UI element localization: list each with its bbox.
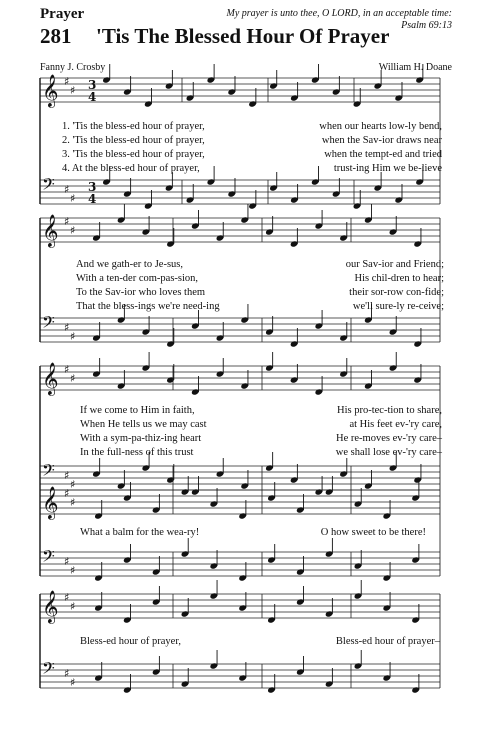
key-signature-sharp-icon: ♯ xyxy=(70,564,76,577)
key-signature-sharp-icon: ♯ xyxy=(64,667,70,680)
lyric-phrase: at His feet ev-'ry care, xyxy=(349,419,442,430)
composer-credit: William H. Doane xyxy=(378,62,452,73)
key-signature-sharp-icon: ♯ xyxy=(70,84,76,97)
lyric-line xyxy=(76,301,444,312)
key-signature-sharp-icon: ♯ xyxy=(64,75,70,88)
key-signature-sharp-icon: ♯ xyxy=(70,372,76,385)
lyric-line xyxy=(80,405,442,416)
lyric-phrase: when the tempt-ed and tried xyxy=(324,149,442,160)
lyric-phrase: When He tells us we may cast xyxy=(80,419,207,430)
treble-clef-icon: 𝄞 xyxy=(42,362,59,395)
hymn-category: Prayer xyxy=(40,6,85,22)
time-signature-icon: 3 xyxy=(88,180,97,194)
lyric-phrase: when the Sav-ior draws near xyxy=(321,135,442,146)
time-signature-icon: 4 xyxy=(88,90,97,104)
hymn-title: 'Tis The Blessed Hour Of Prayer xyxy=(96,24,390,48)
key-signature-sharp-icon: ♯ xyxy=(70,676,76,689)
bass-clef-icon: 𝄢 xyxy=(42,546,55,570)
lyric-line xyxy=(62,135,442,146)
lyric-phrase: In the full-ness of this trust xyxy=(80,447,194,458)
lyric-phrase: 4. At the bless-ed hour of prayer, xyxy=(62,163,200,174)
lyric-line xyxy=(76,287,444,298)
treble-clef-icon: 𝄞 xyxy=(42,486,59,519)
lyric-phrase: With a ten-der com-pas-sion, xyxy=(76,273,199,284)
lyric-phrase: Bless-ed hour of prayer– xyxy=(335,636,440,647)
lyric-phrase: His pro-tec-tion to share, xyxy=(337,405,442,416)
key-signature-sharp-icon: ♯ xyxy=(64,183,70,196)
lyric-line xyxy=(62,163,442,174)
lyric-line xyxy=(62,149,442,160)
lyric-phrase: we'll sure-ly re-ceive; xyxy=(352,301,444,312)
key-signature-sharp-icon: ♯ xyxy=(70,478,76,491)
lyric-phrase: our Sav-ior and Friend; xyxy=(345,259,444,270)
key-signature-sharp-icon: ♯ xyxy=(64,487,70,500)
lyric-line xyxy=(80,447,442,458)
time-signature-icon: 3 xyxy=(88,78,97,92)
lyric-phrase: And we gath-er to Je-sus, xyxy=(76,259,184,270)
bass-clef-icon: 𝄢 xyxy=(42,312,55,336)
lyric-phrase: their sor-row con-fide; xyxy=(349,287,444,298)
scripture-reference: Psalm 69:13 xyxy=(401,20,452,31)
lyric-line xyxy=(62,121,442,132)
key-signature-sharp-icon: ♯ xyxy=(70,192,76,205)
lyricist-credit: Fanny J. Crosby xyxy=(40,62,106,73)
lyric-line xyxy=(80,636,440,647)
lyric-line xyxy=(80,527,426,538)
treble-clef-icon: 𝄞 xyxy=(42,74,59,107)
key-signature-sharp-icon: ♯ xyxy=(64,215,70,228)
key-signature-sharp-icon: ♯ xyxy=(64,363,70,376)
lyric-phrase: To the Sav-ior who loves them xyxy=(76,287,206,298)
lyric-phrase: 1. 'Tis the bless-ed hour of prayer, xyxy=(62,121,205,132)
bass-clef-icon: 𝄢 xyxy=(42,460,55,484)
bass-clef-icon: 𝄢 xyxy=(42,174,55,198)
lyric-line xyxy=(76,259,444,270)
lyric-line xyxy=(80,433,442,444)
time-signature-icon: 4 xyxy=(88,192,97,206)
lyric-phrase: His chil-dren to hear; xyxy=(354,273,444,284)
key-signature-sharp-icon: ♯ xyxy=(70,600,76,613)
lyric-phrase: 3. 'Tis the bless-ed hour of prayer, xyxy=(62,149,205,160)
lyric-phrase: He re-moves ev-'ry care– xyxy=(336,433,442,444)
key-signature-sharp-icon: ♯ xyxy=(64,469,70,482)
bass-clef-icon: 𝄢 xyxy=(42,658,55,682)
lyric-phrase: 2. 'Tis the bless-ed hour of prayer, xyxy=(62,135,205,146)
lyric-phrase: What a balm for the wea-ry! xyxy=(80,527,200,538)
key-signature-sharp-icon: ♯ xyxy=(64,555,70,568)
lyric-phrase: With a sym-pa-thiz-ing heart xyxy=(80,433,202,444)
key-signature-sharp-icon: ♯ xyxy=(64,591,70,604)
hymn-number: 281 xyxy=(40,24,72,48)
lyric-phrase: That the bless-ings we're need-ing xyxy=(76,301,220,312)
key-signature-sharp-icon: ♯ xyxy=(70,224,76,237)
lyric-phrase: If we come to Him in faith, xyxy=(80,405,195,416)
lyric-phrase: we shall lose ev-'ry care– xyxy=(335,447,442,458)
lyric-phrase: trust-ing Him we be-lieve xyxy=(333,163,442,174)
key-signature-sharp-icon: ♯ xyxy=(70,330,76,343)
treble-clef-icon: 𝄞 xyxy=(42,590,59,623)
lyric-line xyxy=(76,273,444,284)
treble-clef-icon: 𝄞 xyxy=(42,214,59,247)
lyric-phrase: Bless-ed hour of prayer, xyxy=(80,636,182,647)
scripture-text: My prayer is unto thee, O LORD, in an acceptable time: xyxy=(226,8,452,19)
key-signature-sharp-icon: ♯ xyxy=(64,321,70,334)
lyric-phrase: when our hearts low-ly bend, xyxy=(319,121,442,132)
lyric-phrase: O how sweet to be there! xyxy=(320,527,426,538)
key-signature-sharp-icon: ♯ xyxy=(70,496,76,509)
lyric-line xyxy=(80,419,442,430)
